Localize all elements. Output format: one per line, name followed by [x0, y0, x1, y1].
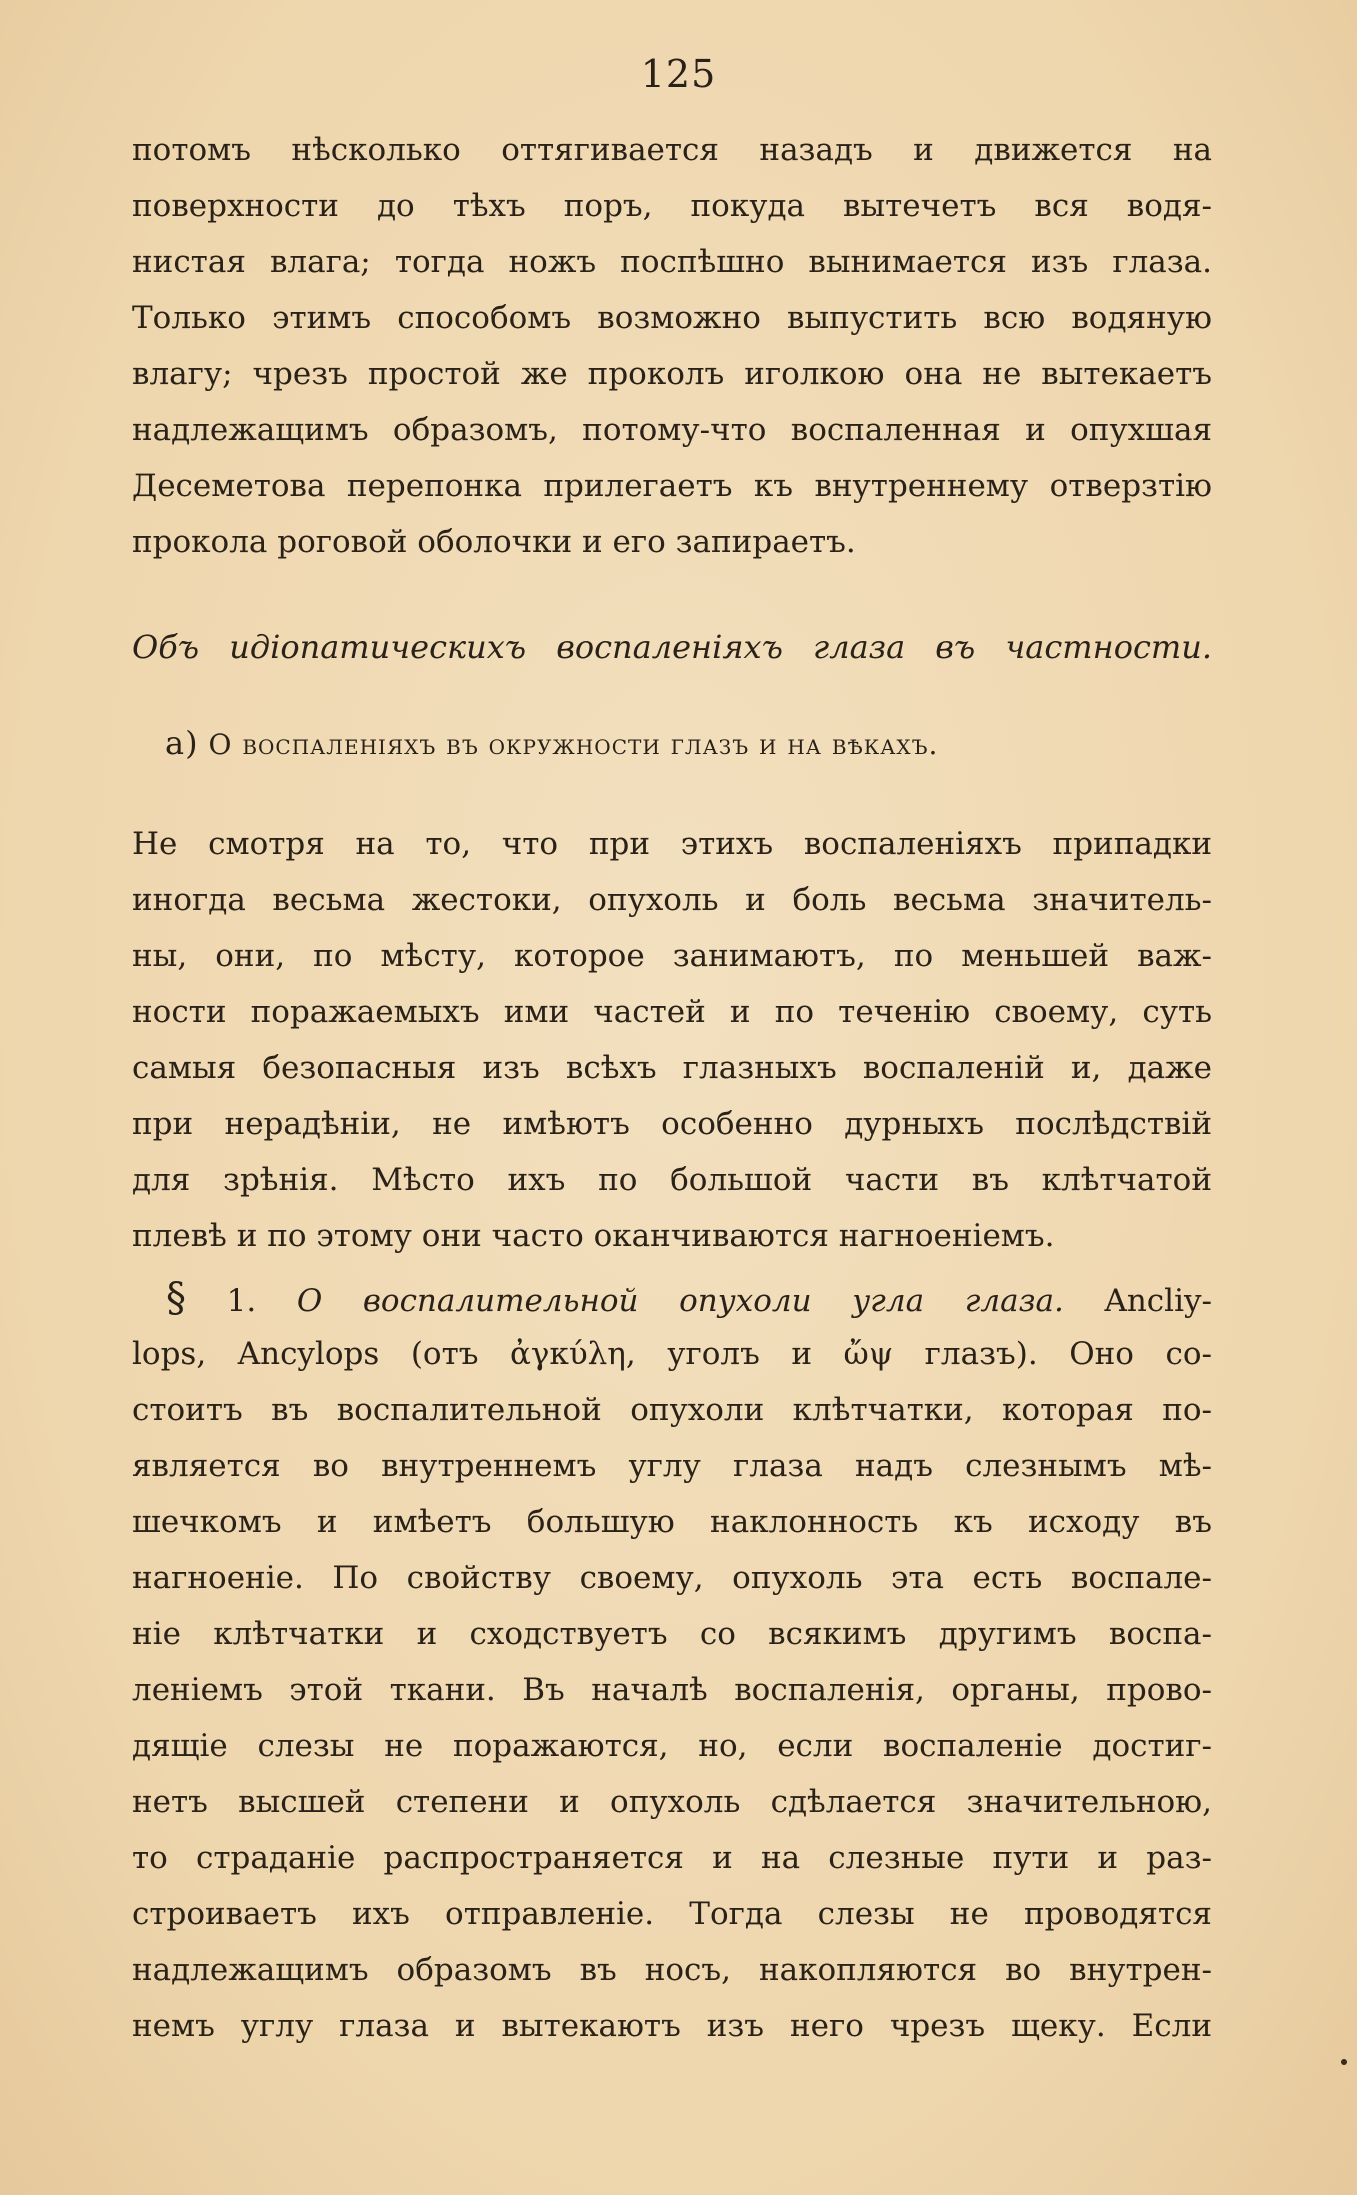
text-line: поверхности до тѣхъ поръ, покуда вытечетъ вся водя- [132, 188, 1212, 224]
text-line: то страданіе распространяется и на слезные пути и раз- [132, 1840, 1212, 1876]
text-line: немъ углу глаза и вытекаютъ изъ него чрезъ щеку. Если [132, 2008, 1212, 2044]
text-line: леніемъ этой ткани. Въ началѣ воспаленія, органы, прово- [132, 1672, 1212, 1708]
section-number: 1. [226, 1283, 257, 1319]
text-line: Только этимъ способомъ возможно выпустить всю водяную [132, 300, 1212, 336]
text-line: для зрѣнія. Мѣсто ихъ по большой части въ клѣтчатой [132, 1162, 1212, 1198]
text-line: влагу; чрезъ простой же проколъ иголкою она не вытекаетъ [132, 356, 1212, 392]
text-line: нетъ высшей степени и опухоль сдѣлается значительною, [132, 1784, 1212, 1820]
text-line: шечкомъ и имѣетъ большую наклонность къ исходу въ [132, 1504, 1212, 1540]
text-line: является во внутреннемъ углу глаза надъ слезнымъ мѣ- [132, 1448, 1212, 1484]
text-line: стоитъ въ воспалительной опухоли клѣтчатки, которая по- [132, 1392, 1212, 1428]
paragraph-continuation [132, 122, 1212, 570]
text-line: ны, они, по мѣсту, которое занимаютъ, по меньшей важ- [132, 938, 1212, 974]
section-sign: § [166, 1275, 186, 1321]
subsection-heading [165, 724, 938, 762]
text-line: Десеметова перепонка прилегаетъ къ внутреннему отверзтію [132, 468, 1212, 504]
text-line: lops, Ancylops (отъ ἀγκύλη, уголъ и ὤψ глазъ). Оно со- [132, 1336, 1212, 1372]
section-heading: Объ идіопатическихъ воспаленіяхъ глаза въ частности. [132, 628, 1212, 666]
text-line: надлежащимъ образомъ, потому-что воспаленная и опухшая [132, 412, 1212, 448]
ink-mark [1341, 2059, 1347, 2065]
text-line: прокола роговой оболочки и его запираетъ. [132, 524, 856, 560]
text-line: плевѣ и по этому они часто оканчиваются нагноеніемъ. [132, 1218, 1055, 1254]
text-line: нистая влага; тогда ножъ поспѣшно вынимается изъ глаза. [132, 244, 1212, 280]
text-line: иногда весьма жестоки, опухоль и боль весьма значитель- [132, 882, 1212, 918]
paragraph-intro [132, 816, 1212, 1264]
section-title: О воспалительной опухоли угла глаза. [296, 1283, 1064, 1319]
text-line: надлежащимъ образомъ въ носъ, накопляются во внутрен- [132, 1952, 1212, 1988]
text-line: самыя безопасныя изъ всѣхъ глазныхъ воспаленій и, даже [132, 1050, 1212, 1086]
text-line: строиваетъ ихъ отправленіе. Тогда слезы не проводятся [132, 1896, 1212, 1932]
text-line: Не смотря на то, что при этихъ воспаленіяхъ припадки [132, 826, 1212, 862]
text-line: при нерадѣніи, не имѣютъ особенно дурныхъ послѣдствій [132, 1106, 1212, 1142]
text-line: дящіе слезы не поражаются, но, если воспаленіе достиг- [132, 1728, 1212, 1764]
text-line: ніе клѣтчатки и сходствуетъ со всякимъ другимъ воспа- [132, 1616, 1212, 1652]
subsection-title: О воспаленіяхъ въ окружности глазъ и на вѣкахъ. [208, 728, 939, 761]
paragraph-section-1 [132, 1270, 1212, 2054]
text-line: ности поражаемыхъ ими частей и по теченію своему, суть [132, 994, 1212, 1030]
text-fragment: Ancliy- [1104, 1283, 1212, 1319]
page-number: 125 [640, 52, 717, 96]
text-line [132, 1270, 1212, 1326]
subsection-letter: а) [165, 724, 199, 762]
text-line: нагноеніе. По свойству своему, опухоль эта есть воспале- [132, 1560, 1212, 1596]
text-line: потомъ нѣсколько оттягивается назадъ и движется на [132, 132, 1212, 168]
